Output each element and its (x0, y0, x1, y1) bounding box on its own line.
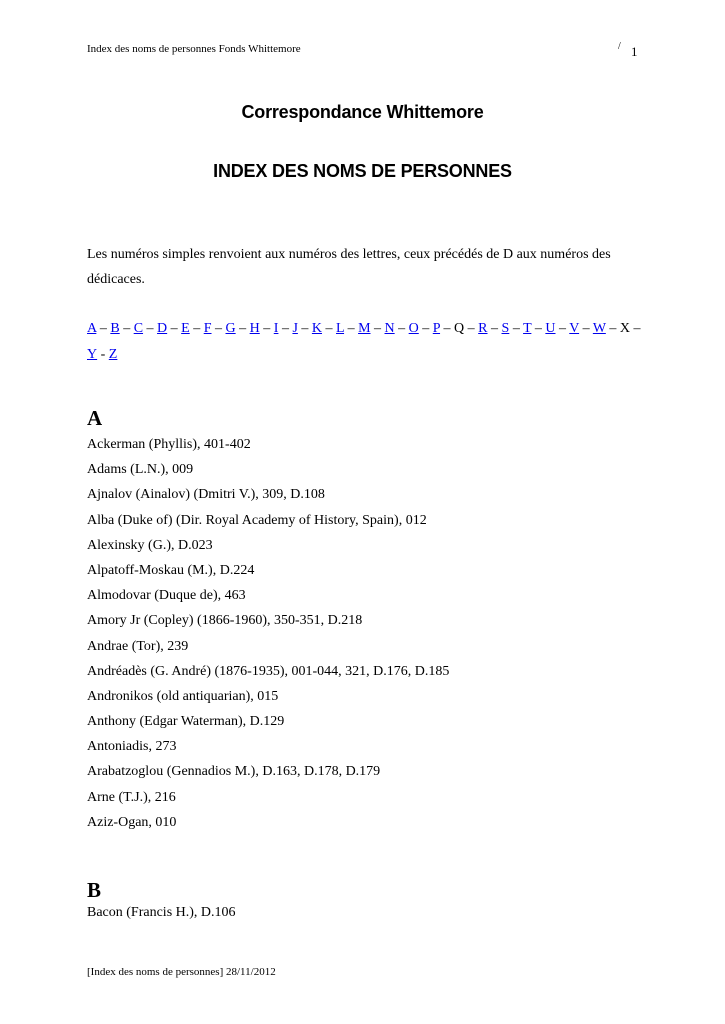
alphabet-link-k[interactable]: K (311, 321, 323, 336)
alphabet-link-l[interactable]: L (336, 321, 345, 336)
alphabet-separator: – (629, 321, 641, 336)
alphabet-link-f[interactable]: F (203, 321, 212, 336)
alphabet-link-h[interactable]: H (249, 321, 260, 336)
index-entry: Ajnalov (Ainalov) (Dmitri V.), 309, D.108 (87, 487, 325, 503)
index-entry: Anthony (Edgar Waterman), D.129 (87, 714, 285, 730)
alphabet-separator: - (97, 347, 109, 362)
alphabet-separator: – (394, 321, 409, 336)
alphabet-separator: – (531, 321, 546, 336)
index-entry: Alba (Duke of) (Dir. Royal Academy of History, Spain), 012 (87, 512, 427, 528)
alphabet-link-c[interactable]: C (133, 321, 144, 336)
alphabet-link-w[interactable]: W (592, 321, 606, 336)
intro-paragraph: Les numéros simples renvoient aux numéros des lettres, ceux précédés de D aux numéros des dédicaces. (87, 247, 611, 287)
header-slash: / (618, 41, 621, 52)
alphabet-letter-q: Q (454, 321, 465, 336)
alphabet-letter-x: X (619, 321, 630, 336)
section-b-entries (87, 900, 236, 925)
alphabet-separator: – (344, 321, 359, 336)
alphabet-link-e[interactable]: E (181, 321, 190, 336)
alphabet-separator: – (370, 321, 385, 336)
alphabet-separator: – (509, 321, 524, 336)
alphabet-separator: – (555, 321, 570, 336)
header-title: Index des noms de personnes Fonds Whittemore (87, 43, 301, 55)
alphabet-separator: – (96, 321, 111, 336)
alphabet-link-m[interactable]: M (358, 321, 371, 336)
section-a-entries (87, 432, 449, 835)
index-entry: Arne (T.J.), 216 (87, 789, 176, 805)
index-entry: Ackerman (Phyllis), 401-402 (87, 437, 251, 452)
alphabet-separator: – (211, 321, 226, 336)
alphabet-link-a[interactable]: A (87, 321, 97, 336)
index-entry: Alpatoff-Moskau (M.), D.224 (87, 562, 255, 578)
alphabet-index (87, 316, 643, 368)
alphabet-separator: – (119, 321, 134, 336)
section-letter-a: A (87, 406, 103, 430)
alphabet-separator: – (278, 321, 293, 336)
alphabet-link-y[interactable]: Y (87, 347, 98, 362)
index-entry: Alexinsky (G.), D.023 (87, 537, 213, 553)
index-entry: Andronikos (old antiquarian), 015 (87, 688, 279, 704)
index-entry: Antoniadis, 273 (87, 739, 177, 755)
alphabet-link-r[interactable]: R (478, 321, 488, 336)
alphabet-link-p[interactable]: P (432, 321, 441, 336)
page-number: 1 (631, 44, 638, 59)
alphabet-separator: – (418, 321, 433, 336)
index-entry: Amory Jr (Copley) (1866-1960), 350-351, D.218 (87, 613, 363, 629)
alphabet-link-j[interactable]: J (292, 321, 298, 336)
index-entry: Andrae (Tor), 239 (87, 638, 189, 654)
alphabet-separator: – (322, 321, 337, 336)
alphabet-separator: – (143, 321, 158, 336)
alphabet-link-u[interactable]: U (545, 321, 556, 336)
document-title: Correspondance Whittemore (241, 102, 484, 122)
alphabet-separator: – (464, 321, 479, 336)
alphabet-link-v[interactable]: V (569, 321, 580, 336)
document-subtitle: INDEX DES NOMS DE PERSONNES (213, 161, 512, 181)
alphabet-separator: – (235, 321, 250, 336)
index-entry: Aziz-Ogan, 010 (87, 814, 177, 830)
page-footer: [Index des noms de personnes] 28/11/2012 (87, 966, 276, 978)
index-entry: Andréadès (G. André) (1876-1935), 001-044, 321, D.176, D.185 (87, 663, 450, 679)
alphabet-link-d[interactable]: D (157, 321, 168, 336)
alphabet-link-b[interactable]: B (110, 321, 120, 336)
index-entry: Adams (L.N.), 009 (87, 462, 194, 478)
alphabet-separator: – (579, 321, 593, 336)
alphabet-separator: – (259, 321, 274, 336)
alphabet-separator: – (605, 321, 620, 336)
alphabet-link-g[interactable]: G (225, 321, 236, 336)
alphabet-link-s[interactable]: S (501, 321, 510, 336)
alphabet-link-i[interactable]: I (273, 321, 279, 336)
alphabet-link-n[interactable]: N (384, 321, 395, 336)
index-entry: Bacon (Francis H.), D.106 (87, 905, 236, 920)
alphabet-separator: – (487, 321, 502, 336)
alphabet-link-o[interactable]: O (408, 321, 419, 336)
alphabet-link-z[interactable]: Z (108, 347, 118, 362)
index-entry: Almodovar (Duque de), 463 (87, 588, 246, 604)
alphabet-separator: – (440, 321, 455, 336)
alphabet-separator: – (167, 321, 182, 336)
alphabet-link-t[interactable]: T (523, 321, 532, 336)
page-header (87, 41, 639, 61)
section-letter-b: B (87, 878, 102, 902)
index-entry: Arabatzoglou (Gennadios M.), D.163, D.178, D.179 (87, 764, 381, 780)
alphabet-separator: – (189, 321, 204, 336)
alphabet-separator: – (297, 321, 312, 336)
